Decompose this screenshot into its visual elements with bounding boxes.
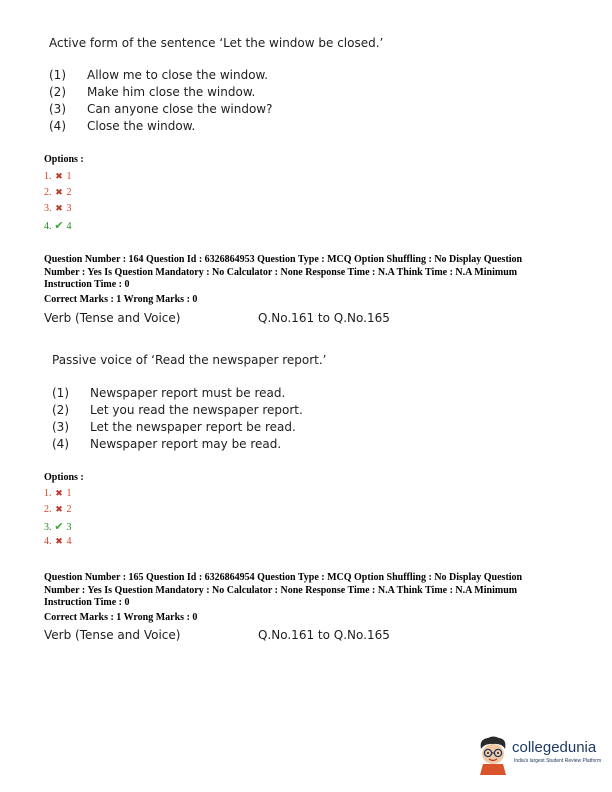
choice-text: Allow me to close the window. — [87, 68, 269, 82]
wrong-icon: ✖ — [55, 536, 63, 546]
question-range: Q.No.161 to Q.No.165 — [258, 311, 390, 325]
option-value: 2 — [66, 504, 72, 515]
choice-text: Newspaper report must be read. — [90, 386, 286, 400]
meta-line: Number : Yes Is Question Mandatory : No Calculator : None Response Time : N.A Think Time : N.A Minimum — [44, 266, 518, 278]
brand-logo — [476, 735, 606, 777]
option-row — [44, 203, 72, 214]
option-row — [44, 520, 72, 533]
question-text: Active form of the sentence ‘Let the window be closed.’ — [49, 36, 384, 50]
option-row — [44, 488, 72, 499]
option-value: 4 — [66, 536, 72, 547]
option-index: 2. — [44, 504, 52, 515]
choice-number: (2) — [52, 403, 69, 417]
option-value: 3 — [66, 203, 72, 214]
choice-text: Can anyone close the window? — [87, 102, 273, 116]
choice-item — [52, 386, 285, 400]
meta-line: Number : Yes Is Question Mandatory : No Calculator : None Response Time : N.A Think Time : N.A Minimum — [44, 584, 518, 596]
choice-text: Close the window. — [87, 119, 196, 133]
choice-number: (3) — [52, 420, 69, 434]
choice-number: (3) — [49, 102, 66, 116]
choice-number: (4) — [52, 437, 69, 451]
choice-number: (1) — [49, 68, 66, 82]
check-icon: ✔ — [54, 521, 64, 533]
wrong-icon: ✖ — [55, 171, 63, 181]
topic-label: Verb (Tense and Voice) — [44, 628, 181, 642]
choice-item — [49, 102, 272, 116]
options-heading: Options : — [44, 472, 84, 483]
wrong-icon: ✖ — [55, 488, 63, 498]
choice-number: (4) — [49, 119, 66, 133]
meta-line: Instruction Time : 0 — [44, 597, 130, 608]
logo-wordmark: collegedunia — [512, 739, 597, 756]
choice-text: Let the newspaper report be read. — [90, 420, 296, 434]
option-row — [44, 536, 72, 547]
choice-item — [52, 420, 296, 434]
choice-text: Newspaper report may be read. — [90, 437, 282, 451]
choice-text: Let you read the newspaper report. — [90, 403, 303, 417]
option-value: 1 — [66, 171, 72, 182]
marks-line: Correct Marks : 1 Wrong Marks : 0 — [44, 294, 198, 305]
choice-item — [52, 437, 281, 451]
option-value: 1 — [66, 488, 72, 499]
meta-line: Question Number : 165 Question Id : 6326864954 Question Type : MCQ Option Shuffling : No Display Question — [44, 572, 523, 583]
choice-item — [52, 403, 303, 417]
option-index: 1. — [44, 488, 52, 499]
choice-item — [49, 85, 255, 99]
meta-line: Question Number : 164 Question Id : 6326864953 Question Type : MCQ Option Shuffling : No Display Question — [44, 254, 523, 265]
wrong-icon: ✖ — [55, 203, 63, 213]
mascot-icon — [476, 735, 510, 775]
choice-item — [49, 119, 195, 133]
choice-text: Make him close the window. — [87, 85, 256, 99]
option-index: 4. — [44, 221, 52, 232]
choice-number: (2) — [49, 85, 66, 99]
meta-line: Instruction Time : 0 — [44, 279, 130, 290]
option-row — [44, 171, 72, 182]
option-value: 3 — [66, 522, 72, 533]
choice-item — [49, 68, 268, 82]
marks-line: Correct Marks : 1 Wrong Marks : 0 — [44, 612, 198, 623]
question-meta — [44, 572, 574, 610]
option-index: 3. — [44, 522, 52, 533]
choice-number: (1) — [52, 386, 69, 400]
option-index: 2. — [44, 187, 52, 198]
option-index: 3. — [44, 203, 52, 214]
question-meta — [44, 254, 574, 292]
options-heading: Options : — [44, 154, 84, 165]
wrong-icon: ✖ — [55, 504, 63, 514]
option-row — [44, 504, 72, 515]
option-row — [44, 187, 72, 198]
logo-tagline: India's largest Student Review Platform — [514, 758, 602, 764]
question-range: Q.No.161 to Q.No.165 — [258, 628, 390, 642]
option-index: 4. — [44, 536, 52, 547]
question-text: Passive voice of ‘Read the newspaper report.’ — [52, 353, 327, 367]
option-value: 4 — [66, 221, 72, 232]
option-value: 2 — [66, 187, 72, 198]
check-icon: ✔ — [54, 220, 64, 232]
option-index: 1. — [44, 171, 52, 182]
option-row — [44, 219, 72, 232]
wrong-icon: ✖ — [55, 187, 63, 197]
topic-label: Verb (Tense and Voice) — [44, 311, 181, 325]
